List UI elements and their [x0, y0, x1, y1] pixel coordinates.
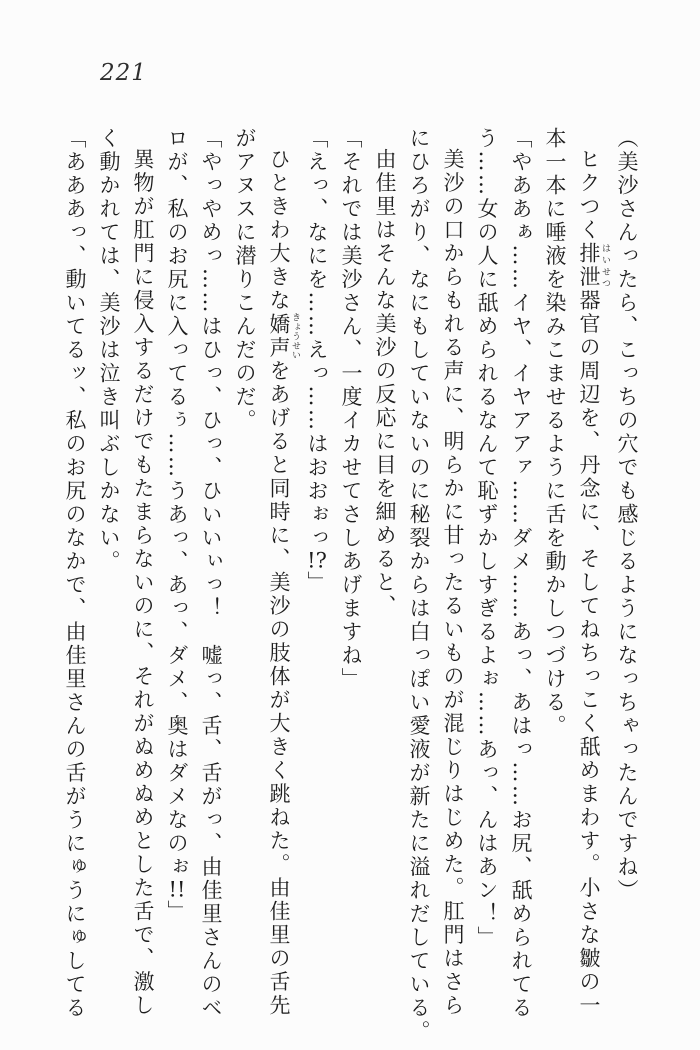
text-column: 由佳里はそんな美沙の反応に目を細めると、 [373, 148, 397, 618]
text-column: （美沙さんったら、こっちの穴でも感じるようになっちゃったんですね） [615, 127, 639, 903]
text-column: 異物が肛門に侵入するだけでもたまらないのに、それがぬめぬめとした舌で、激し [131, 148, 155, 1018]
text-block [58, 127, 644, 1049]
text-column: 「やっやめっ……はひっ、ひっ、ひいいぃっ！ 嘘っ、舌、舌がっ、由佳里さんのベ [199, 127, 223, 1020]
ruby-annotated-word: 排泄 はいせつ [577, 242, 610, 289]
text-column: 「それでは美沙さん、一度イカせてさしあげますね」 [339, 127, 363, 691]
page-number: 221 [100, 60, 147, 86]
text-column: く動かれては、美沙は泣き叫ぶしかない。 [97, 127, 121, 574]
ruby-annotated-word: 嬌声 きょうせい [267, 312, 300, 360]
tate-chu-yoko: !? [307, 550, 327, 571]
text-column: 本一本に唾液を染みこませるように舌を動かしつづける。 [543, 127, 567, 738]
text-column: 「あああっ、動いてるッ、私のお尻のなかで、由佳里さんの舌がうにゅうにゅしてる [63, 127, 87, 1020]
text-column: 「えっ、なにを……えっ……はおおぉっ!?」 [305, 127, 329, 595]
text-column: う……女の人に舐められるなんて恥ずかしすぎるよぉ……あっ、んはあン！」 [475, 127, 499, 950]
tate-chu-yoko: !! [168, 879, 186, 900]
text-column: ひときわ大きな嬌声 きょうせいをあげると同時に、美沙の肢体が大きく跳ねた。由佳里の舌先 [267, 148, 300, 1018]
text-column: ヒクつく排泄 はいせつ器官の周辺を、丹念に、そしてねちっこく舐めまわす。小さな皺の一 [577, 148, 610, 1018]
text-column: 「やああぁ……イヤ、イヤアアァ……ダメ……あっ、あはっ……お尻、舐められてる [509, 127, 533, 1020]
text-column: にひろがり、なにもしていないのに秘裂からは白っぽい愛液が新たに溢れだしている。 [407, 127, 431, 1044]
text-column: 美沙の口からもれる声に、明らかに甘ったるいものが混じりはじめた。肛門はさら [441, 148, 465, 1018]
text-column: ロが、私のお尻に入ってるぅ……うあっ、あっ、ダメ、奥はダメなのぉ!!」 [165, 127, 189, 924]
text-column: がアヌスに潜りこんだのだ。 [233, 127, 257, 433]
